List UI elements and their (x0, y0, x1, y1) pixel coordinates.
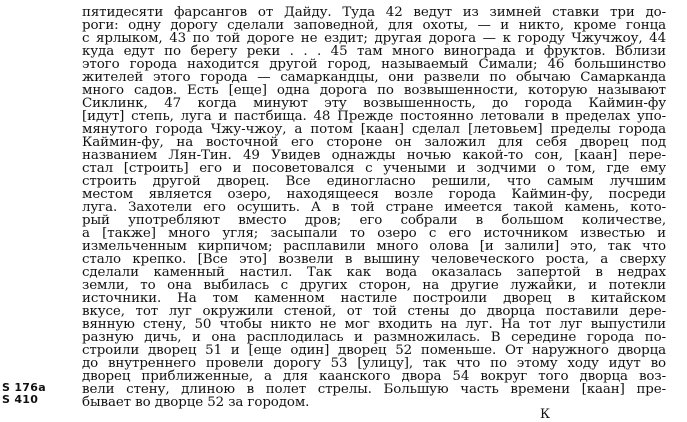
text-line: вкусе, тот луг окружили стеной, от той стены до дворца поставили дере- (82, 304, 666, 319)
text-line: рый употребляют вместо дров; его собрали в большом количестве, (82, 213, 666, 228)
text-line: [идут] степь, луга и пастбища. 48 Прежде постоянно летовали в пределах упо- (82, 109, 666, 124)
text-line: мянутого города Чжу-чжоу, а потом [каан] сделал [летовьем] пределы города (82, 122, 666, 137)
text-line: источники. На том каменном настиле построили дворец в китайском (82, 291, 666, 306)
text-line: а [также] много угля; засыпали то озеро с его источником известью и (82, 226, 666, 241)
text-line: сделали каменный настил. Так как вода оказалась запертой в недрах (82, 265, 666, 280)
text-line: с ярлыком, 43 по той дороге не ездит; другая дорога — к городу Чжучжоу, 44 (82, 31, 666, 46)
text-line: пятидесяти фарсангов от Дайду. Туда 42 ведут из зимней ставки три до- (82, 5, 666, 20)
text-line: роги: одну дорогу сделали заповедной, для охоты, — и никто, кроме гонца (82, 18, 666, 33)
text-line: этого города находится другой город, называемый Симали; 46 большинство (82, 57, 666, 72)
text-line: куда едут по берегу реки . . . 45 там много винограда и фруктов. Вблизи (82, 44, 666, 59)
text-line: строили дворец 51 и [еще один] дворец 52 поменьше. От наружного дворца (82, 343, 666, 358)
text-line: измельченным кирпичом; расплавили много олова [и залили] это, так что (82, 239, 666, 254)
text-line: местом является озеро, находящееся возле города Каймин-фу, посреди (82, 187, 666, 202)
text-line: стал [строить] его и посоветовался с учеными и зодчими о том, где ему (82, 161, 666, 176)
text-line: дворец приближенные, а для каанского двора 54 вокруг того дворца воз- (82, 369, 666, 384)
text-line: луга. Захотели его осушить. А в той стране имеется такой камень, кото- (82, 200, 666, 215)
text-line: земли, то она выбилась с других сторон, на другие лужайки, и потекли (82, 278, 666, 293)
text-line: много садов. Есть [еще] одна дорога по возвышенности, которую называют (82, 83, 666, 98)
text-line: названием Лян-Тин. 49 Увидев однажды ночью какой-то сон, [каан] пере- (82, 148, 666, 163)
text-line: вянную стену, 50 чтобы никто не мог входить на луг. На тот луг выпустили (82, 317, 666, 332)
text-line: бывает во дворце 52 за городом. (82, 395, 310, 410)
cutoff-next-line: К (540, 407, 551, 422)
margin-reference-410: S 410 (2, 393, 39, 406)
text-line: стало крепко. [Все это] возвели в вышину человеческого роста, а сверху (82, 252, 666, 267)
text-line: Каймин-фу, на восточной его стороне он заложил для себя дворец под (82, 135, 666, 150)
text-line: жителей этого города — самаркандцы, они развели по обычаю Самарканда (82, 70, 666, 85)
text-line: строить другой дворец. Все единогласно решили, что самым лучшим (82, 174, 666, 189)
text-line: вели стену, длиною в полет стрелы. Большую часть времени [каан] пре- (82, 382, 666, 397)
margin-reference-176a: S 176a (2, 381, 46, 394)
text-line: Сиклинк, 47 когда минуют эту возвышенность, до города Каймин-фу (82, 96, 666, 111)
text-line: до внутреннего провели дорогу 53 [улицу], так что по этому ходу идут во (82, 356, 666, 371)
text-line: разную дичь, и она расплодилась и размножилась. В середине города по- (82, 330, 666, 345)
